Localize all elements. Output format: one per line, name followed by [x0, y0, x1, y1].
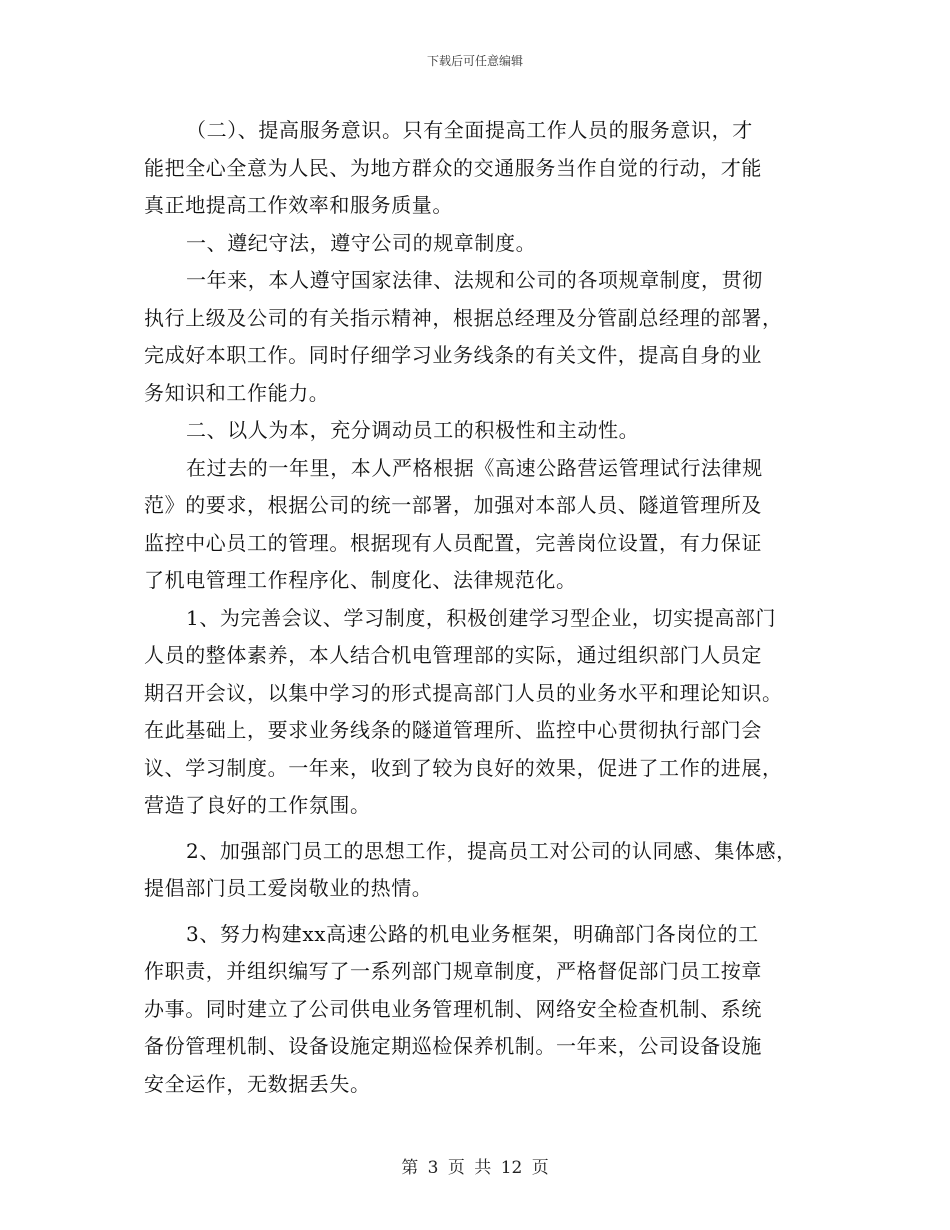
- text-line: 了机电管理工作程序化、制度化、法律规范化。: [144, 568, 577, 592]
- text-line: 2、加强部门员工的思想工作，提高员工对公司的认同感、集体感，: [186, 838, 797, 863]
- text-line: 完成好本职工作。同时仔细学习业务线条的有关文件，提高自身的业: [144, 343, 762, 367]
- page-header: 下载后可任意编辑: [426, 54, 523, 68]
- paragraph-gap: [144, 825, 804, 833]
- text-line: 真正地提高工作效率和服务质量。: [144, 193, 453, 217]
- text-line: 二、以人为本，充分调动员工的积极性和主动性。: [186, 418, 640, 442]
- text-line: 备份管理机制、设备设施定期巡检保养机制。一年来，公司设备设施: [144, 1034, 762, 1058]
- text-line: 提倡部门员工爱岗敬业的热情。: [144, 876, 433, 900]
- text-line: 在此基础上，要求业务线条的隧道管理所、监控中心贯彻执行部门会: [144, 718, 762, 742]
- text-line: 范》的要求，根据公司的统一部署，加强对本部人员、隧道管理所及: [144, 493, 762, 517]
- text-line: 在过去的一年里，本人严格根据《高速公路营运管理试行法律规: [186, 455, 763, 480]
- text-line: 期召开会议，以集中学习的形式提高部门人员的业务水平和理论知识。: [144, 680, 783, 705]
- page-footer: 第 3 页 共 12 页: [401, 1158, 549, 1178]
- text-line: 监控中心员工的管理。根据现有人员配置，完善岗位设置，有力保证: [144, 530, 762, 555]
- document-body: [144, 112, 804, 1103]
- text-line: 一年来，本人遵守国家法律、法规和公司的各项规章制度，贯彻: [186, 268, 763, 292]
- text-line: 3、努力构建xx高速公路的机电业务框架，明确部门各岗位的工: [186, 921, 759, 946]
- text-line: 人员的整体素养，本人结合机电管理部的实际，通过组织部门人员定: [144, 643, 762, 667]
- text-line: 营造了良好的工作氛围。: [144, 793, 371, 817]
- text-line: 一、遵纪守法，遵守公司的规章制度。: [186, 230, 537, 255]
- text-line: （二）、提高服务意识。只有全面提高工作人员的服务意识，才: [186, 118, 753, 142]
- text-line: 执行上级及公司的有关指示精神，根据总经理及分管副总经理的部署，: [144, 305, 783, 330]
- text-line: 能把全心全意为人民、为地方群众的交通服务当作自觉的行动，才能: [144, 155, 762, 180]
- text-line: 安全运作，无数据丢失。: [144, 1071, 371, 1096]
- text-line: 务知识和工作能力。: [144, 380, 330, 405]
- text-line: 议、学习制度。一年来，收到了较为良好的效果，促进了工作的进展，: [144, 755, 783, 780]
- text-line: 1、为完善会议、学习制度，积极创建学习型企业，切实提高部门: [186, 605, 777, 630]
- text-line: 办事。同时建立了公司供电业务管理机制、网络安全检查机制、系统: [144, 996, 762, 1021]
- paragraph-gap: [144, 908, 804, 916]
- text-line: 作职责，并组织编写了一系列部门规章制度，严格督促部门员工按章: [144, 959, 762, 983]
